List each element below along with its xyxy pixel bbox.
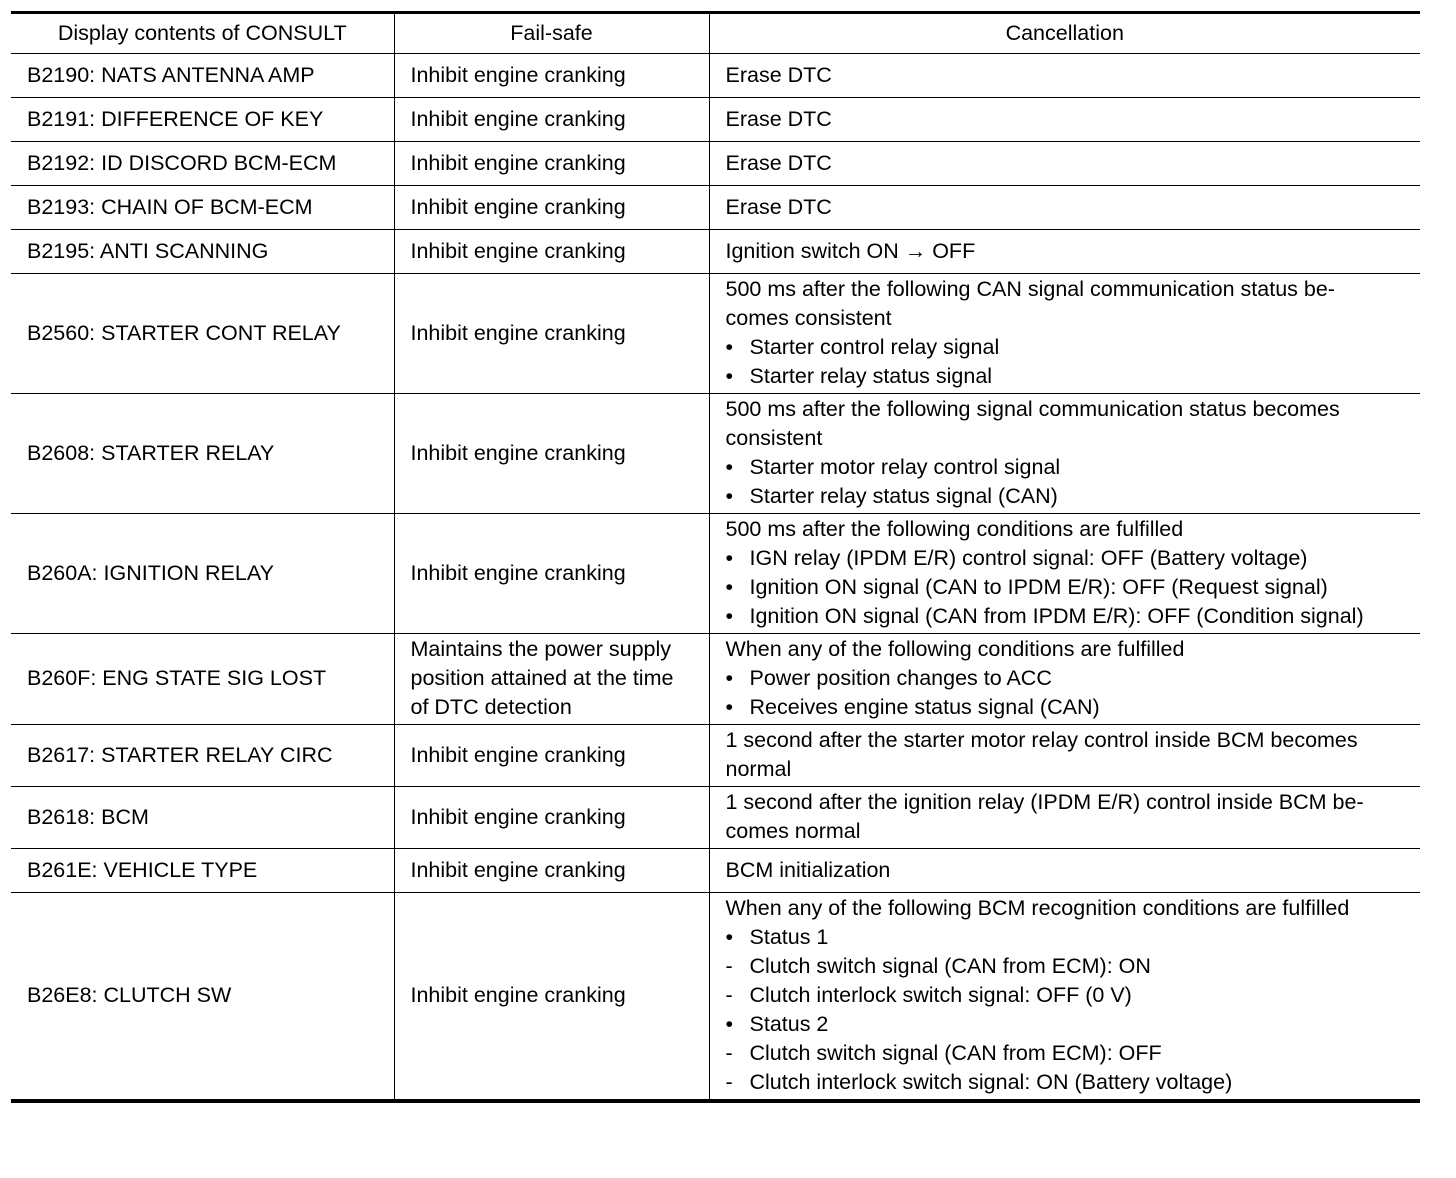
- failsafe-text: Maintains the power supply: [410, 637, 672, 661]
- failsafe-cell: [394, 54, 709, 98]
- table-row: [11, 98, 1420, 142]
- bullet-icon: •: [725, 666, 734, 690]
- table-row: [11, 54, 1420, 98]
- cancellation-text: normal: [725, 757, 792, 781]
- list-item-text: Starter motor relay control signal: [749, 455, 1061, 479]
- failsafe-text: Inhibit engine cranking: [410, 320, 626, 345]
- list-item-text: Starter relay status signal (CAN): [749, 484, 1058, 508]
- failsafe-cell: [394, 634, 709, 725]
- cancellation-text: comes consistent: [725, 306, 892, 330]
- dtc-cell: B260A: IGNITION RELAY: [11, 514, 394, 634]
- cancellation-text: Erase DTC: [725, 150, 832, 175]
- dtc-cell: B2560: STARTER CONT RELAY: [11, 274, 394, 394]
- header-cancellation: Cancellation: [709, 13, 1420, 54]
- table-row: [11, 893, 1420, 1102]
- bullet-item: [726, 602, 1407, 631]
- bullet-icon: •: [725, 925, 734, 949]
- dash-icon: -: [725, 1041, 733, 1065]
- cancellation-cell: [709, 98, 1420, 142]
- list-item-text: Status 2: [749, 1012, 829, 1036]
- list-item-text: Power position changes to ACC: [749, 666, 1052, 690]
- table-row: [11, 787, 1420, 849]
- dtc-cell: B2195: ANTI SCANNING: [11, 230, 394, 274]
- cancellation-cell: [709, 514, 1420, 634]
- bullet-icon: •: [725, 575, 734, 599]
- dtc-cell: B2618: BCM: [11, 787, 394, 849]
- failsafe-cell: [394, 514, 709, 634]
- bullet-item: [726, 664, 1407, 693]
- cancellation-cell: [709, 634, 1420, 725]
- header-row: [11, 13, 1420, 54]
- cancellation-text: When any of the following conditions are fulfilled: [725, 637, 1185, 661]
- dash-item: [726, 952, 1407, 981]
- cancellation-cell: [709, 142, 1420, 186]
- dash-icon: -: [725, 983, 733, 1007]
- bullet-item: [726, 923, 1407, 952]
- bullet-icon: •: [725, 455, 734, 479]
- failsafe-text: Inhibit engine cranking: [410, 560, 626, 585]
- failsafe-text: position attained at the time: [410, 666, 674, 690]
- failsafe-table: [11, 11, 1420, 1103]
- cancellation-text: Ignition switch ON → OFF: [725, 238, 976, 263]
- table-row: [11, 394, 1420, 514]
- table-row: [11, 142, 1420, 186]
- dtc-cell: B2190: NATS ANTENNA AMP: [11, 54, 394, 98]
- bullet-item: [726, 544, 1407, 573]
- bullet-item: [726, 362, 1407, 391]
- dash-icon: -: [725, 1070, 733, 1094]
- failsafe-text: Inhibit engine cranking: [410, 106, 626, 131]
- failsafe-cell: [394, 98, 709, 142]
- cancellation-text: 500 ms after the following conditions are fulfilled: [725, 517, 1184, 541]
- failsafe-cell: [394, 394, 709, 514]
- dash-item: [726, 1068, 1407, 1097]
- cancellation-cell: [709, 725, 1420, 787]
- table-row: [11, 274, 1420, 394]
- cancellation-cell: [709, 849, 1420, 893]
- list-item-text: Status 1: [749, 925, 829, 949]
- failsafe-text: Inhibit engine cranking: [410, 804, 626, 829]
- header-consult-display: Display contents of CONSULT: [11, 13, 394, 54]
- dtc-cell: B2617: STARTER RELAY CIRC: [11, 725, 394, 787]
- list-item-text: Ignition ON signal (CAN from IPDM E/R): OFF (Condition signal): [749, 604, 1364, 628]
- bullet-item: [726, 573, 1407, 602]
- failsafe-cell: [394, 274, 709, 394]
- cancellation-text: 1 second after the starter motor relay control inside BCM becomes: [725, 728, 1358, 752]
- list-item-text: Clutch switch signal (CAN from ECM): OFF: [749, 1041, 1162, 1065]
- failsafe-cell: [394, 893, 709, 1102]
- bullet-icon: •: [725, 364, 734, 388]
- bullet-icon: •: [725, 484, 734, 508]
- dash-item: [726, 981, 1407, 1010]
- dtc-cell: B2608: STARTER RELAY: [11, 394, 394, 514]
- cancellation-cell: [709, 787, 1420, 849]
- cancellation-text: Erase DTC: [725, 62, 832, 87]
- failsafe-text: Inhibit engine cranking: [410, 983, 626, 1007]
- failsafe-text: Inhibit engine cranking: [410, 62, 626, 87]
- failsafe-cell: [394, 787, 709, 849]
- table-body: [11, 54, 1420, 1102]
- cancellation-text: Erase DTC: [725, 106, 832, 131]
- dash-icon: -: [725, 954, 733, 978]
- failsafe-cell: [394, 849, 709, 893]
- cancellation-text: comes normal: [725, 819, 861, 843]
- bullet-icon: •: [725, 335, 734, 359]
- dtc-cell: B2193: CHAIN OF BCM-ECM: [11, 186, 394, 230]
- cancellation-text: 500 ms after the following signal communication status becomes: [725, 397, 1340, 421]
- table-row: [11, 725, 1420, 787]
- list-item-text: Ignition ON signal (CAN to IPDM E/R): OFF (Request signal): [749, 575, 1328, 599]
- cancellation-cell: [709, 274, 1420, 394]
- cancellation-text: BCM initialization: [725, 857, 891, 882]
- table-row: [11, 514, 1420, 634]
- failsafe-text: Inhibit engine cranking: [410, 194, 626, 219]
- bullet-item: [726, 453, 1407, 482]
- failsafe-cell: [394, 725, 709, 787]
- cancellation-cell: [709, 893, 1420, 1102]
- failsafe-text: Inhibit engine cranking: [410, 150, 626, 175]
- cancellation-text: Erase DTC: [725, 194, 832, 219]
- bullet-item: [726, 1010, 1407, 1039]
- dtc-cell: B26E8: CLUTCH SW: [11, 893, 394, 1102]
- list-item-text: Clutch switch signal (CAN from ECM): ON: [749, 954, 1151, 978]
- dtc-cell: B261E: VEHICLE TYPE: [11, 849, 394, 893]
- table-row: [11, 230, 1420, 274]
- dtc-cell: B260F: ENG STATE SIG LOST: [11, 634, 394, 725]
- table-row: [11, 634, 1420, 725]
- failsafe-text: Inhibit engine cranking: [410, 742, 626, 767]
- cancellation-text: consistent: [725, 426, 823, 450]
- failsafe-text: Inhibit engine cranking: [410, 857, 626, 882]
- cancellation-text: 500 ms after the following CAN signal communication status be-: [725, 277, 1335, 301]
- bullet-item: [726, 333, 1407, 362]
- cancellation-cell: [709, 230, 1420, 274]
- dtc-cell: B2192: ID DISCORD BCM-ECM: [11, 142, 394, 186]
- failsafe-cell: [394, 142, 709, 186]
- bullet-item: [726, 693, 1407, 722]
- cancellation-text: When any of the following BCM recognition conditions are fulfilled: [725, 896, 1350, 920]
- list-item-text: Starter relay status signal: [749, 364, 993, 388]
- failsafe-text: Inhibit engine cranking: [410, 440, 626, 465]
- list-item-text: Receives engine status signal (CAN): [749, 695, 1100, 719]
- bullet-item: [726, 482, 1407, 511]
- failsafe-text: Inhibit engine cranking: [410, 238, 626, 263]
- cancellation-text: 1 second after the ignition relay (IPDM E/R) control inside BCM be-: [725, 790, 1364, 814]
- table-row: [11, 849, 1420, 893]
- dash-item: [726, 1039, 1407, 1068]
- list-item-text: Clutch interlock switch signal: OFF (0 V): [749, 983, 1132, 1007]
- failsafe-cell: [394, 230, 709, 274]
- failsafe-text: of DTC detection: [410, 695, 572, 719]
- bullet-icon: •: [725, 1012, 734, 1036]
- cancellation-cell: [709, 186, 1420, 230]
- table-row: [11, 186, 1420, 230]
- dtc-cell: B2191: DIFFERENCE OF KEY: [11, 98, 394, 142]
- cancellation-cell: [709, 54, 1420, 98]
- table-header: [11, 13, 1420, 54]
- cancellation-cell: [709, 394, 1420, 514]
- bullet-icon: •: [725, 604, 734, 628]
- list-item-text: Starter control relay signal: [749, 335, 1000, 359]
- list-item-text: Clutch interlock switch signal: ON (Battery voltage): [749, 1070, 1233, 1094]
- header-fail-safe: Fail-safe: [394, 13, 709, 54]
- list-item-text: IGN relay (IPDM E/R) control signal: OFF (Battery voltage): [749, 546, 1308, 570]
- failsafe-cell: [394, 186, 709, 230]
- bullet-icon: •: [725, 695, 734, 719]
- bullet-icon: •: [725, 546, 734, 570]
